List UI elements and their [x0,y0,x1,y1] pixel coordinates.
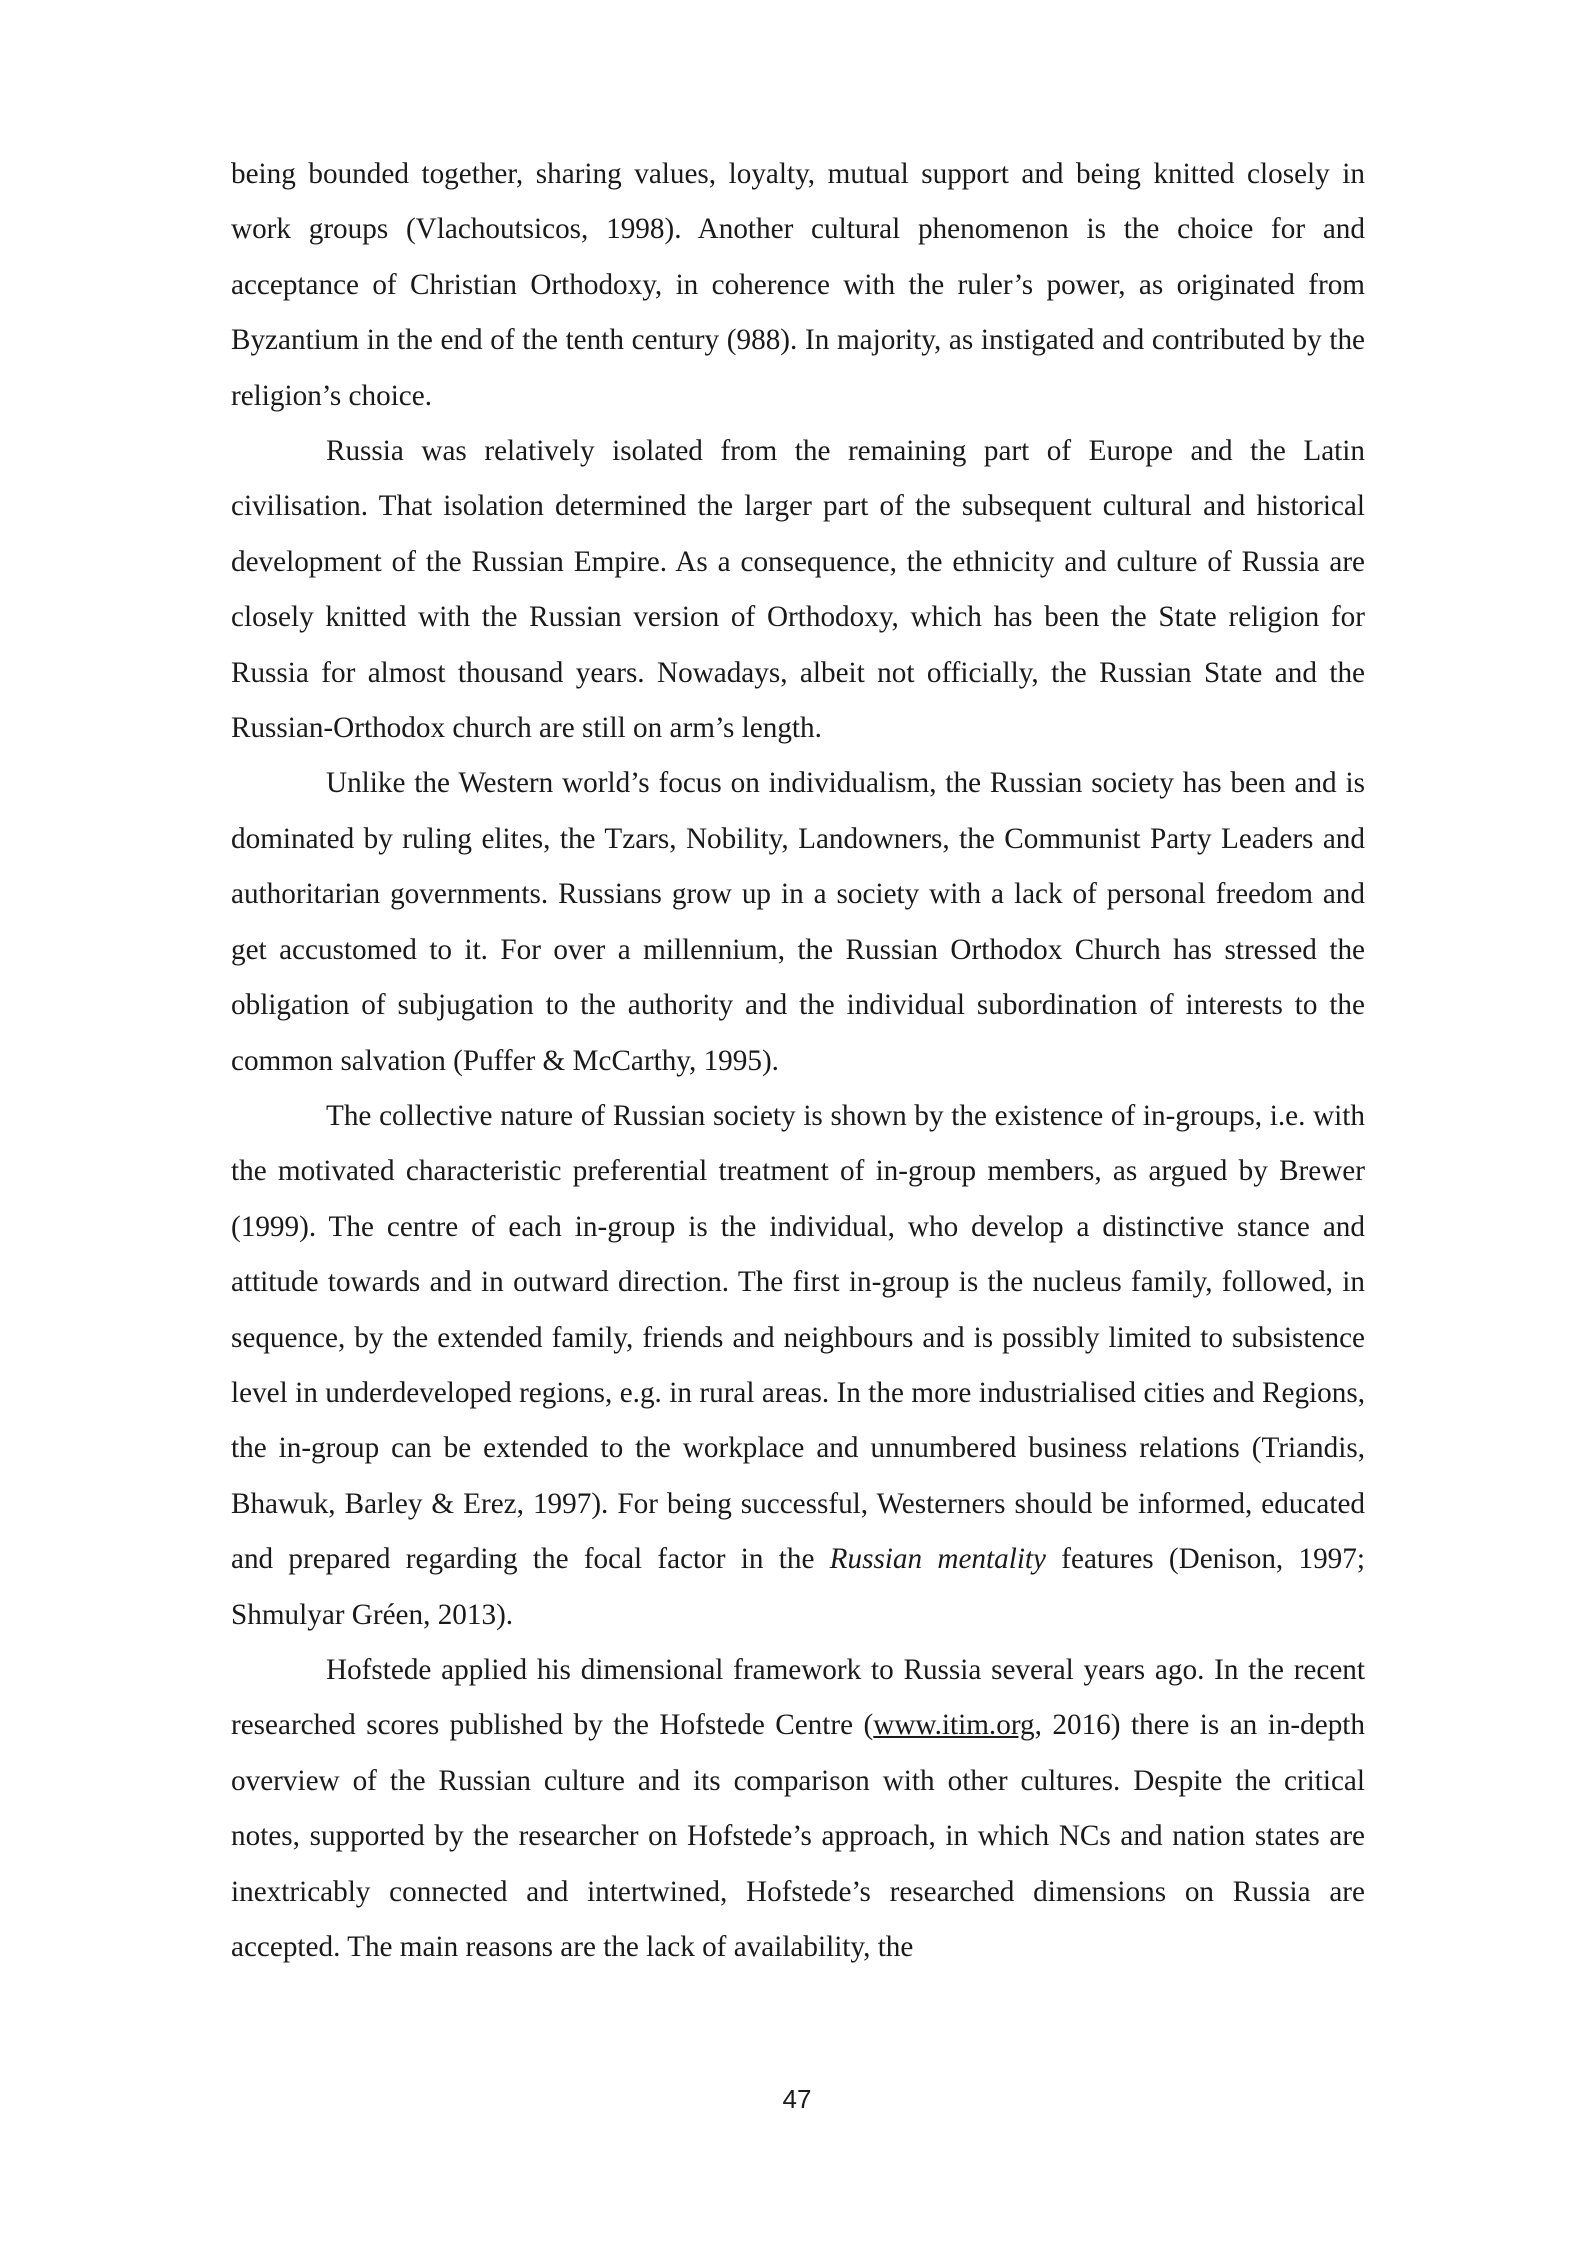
itim-website-link[interactable]: www.itim.org [873,1709,1035,1742]
paragraph-3: Unlike the Western world’s focus on individualism, the Russian society has been and is dominated by ruling elites, the Tzars, Nobility, Landowners, the Communist Party Leaders and authoritarian governments. Russians grow up in a society with a lack of personal freedom and get accustomed to it. For over a millennium, the Russian Orthodox Church has stressed the obligation of subjugation to the authority and the individual subordination of interests to the common salvation (Puffer & McCarthy, 1995). [231,767,1365,1077]
paragraph-4-text-after: features (Denison, 1997; Shmulyar Gréen, 2013). [231,1543,1365,1631]
body-text [231,147,1365,1975]
paragraph-5 [231,1643,1365,1975]
paragraph-2: Russia was relatively isolated from the remaining part of Europe and the Latin civilisation. That isolation determined the larger part of the subsequent cultural and historical development of the Russian Empire. As a consequence, the ethnicity and culture of Russia are closely knitted with the Russian version of Orthodoxy, which has been the State religion for Russia for almost thousand years. Nowadays, albeit not officially, the Russian State and the Russian-Orthodox church are still on arm’s length. [231,435,1365,745]
paragraph-5-text-before: Hofstede applied his dimensional framework to Russia several years ago. In the recent researched scores published by the Hofstede Centre ( [231,1653,1365,1742]
paragraph-4 [231,1089,1365,1643]
paragraph-1: being bounded together, sharing values, loyalty, mutual support and being knitted closely in work groups (Vlachoutsicos, 1998). Another cultural phenomenon is the choice for and acceptance of Christian Orthodoxy, in coherence with the ruler’s power, as originated from Byzantium in the end of the tenth century (988). In majority, as instigated and contributed by the religion’s choice. [231,158,1365,412]
paragraph-4-text-before: The collective nature of Russian society is shown by the existence of in-groups, i.e. with the motivated characteristic preferential treatment of in-group members, as argued by Brewer (1999). The centre of each in-group is the individual, who develop a distinctive stance and attitude towards and in outward direction. The first in-group is the nucleus family, followed, in sequence, by the extended family, friends and neighbours and is possibly limited to subsistence level in underdeveloped regions, e.g. in rural areas. In the more industrialised cities and Regions, the in-group can be extended to the workplace and unnumbered business relations (Triandis, Bhawuk, Barley & Erez, 1997). For being successful, Westerners should be informed, educated and prepared regarding the focal factor in the [231,1099,1365,1576]
paragraph-5-text-after: , 2016) there is an in-depth overview of the Russian culture and its comparison with other cultures. Despite the critical notes, supported by the researcher on Hofstede’s approach, in which NCs and nation states are inextricably connected and intertwined, Hofstede’s researched dimensions on Russia are accepted. The main reasons are the lack of availability, the [231,1709,1365,1963]
page-number: 47 [782,2084,812,2114]
emphasis-russian-mentality: Russian mentality [829,1543,1046,1576]
